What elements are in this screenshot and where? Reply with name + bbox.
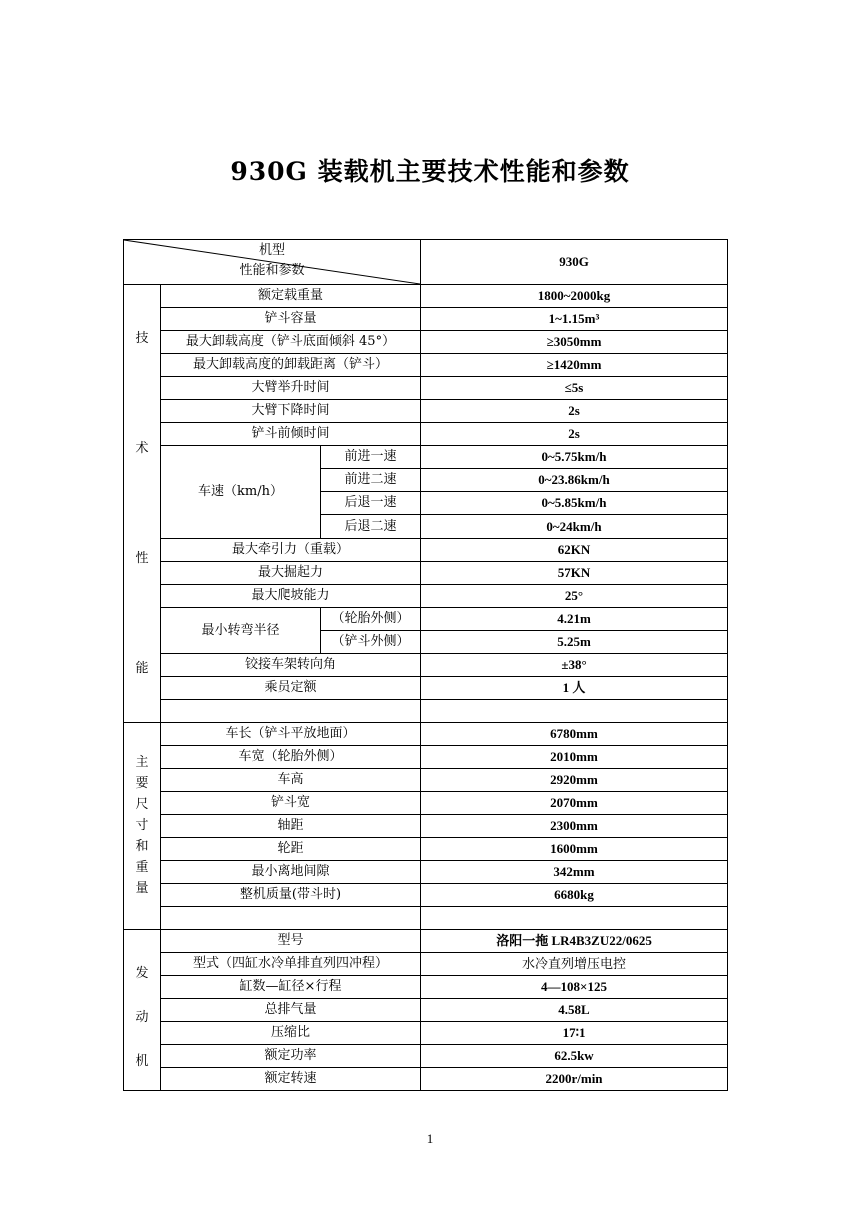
table-row bbox=[124, 1022, 728, 1045]
width-label: 车宽（轮胎外侧） bbox=[161, 746, 421, 769]
engine-type-label: 型式（四缸水冷单排直列四冲程） bbox=[161, 953, 421, 976]
bucket-tilt-time-value: 2s bbox=[421, 423, 728, 446]
table-row bbox=[124, 723, 728, 746]
displacement-value: 4.58L bbox=[421, 999, 728, 1022]
width-value: 2010mm bbox=[421, 746, 728, 769]
header-params-label: 性能和参数 bbox=[239, 263, 305, 278]
max-grade-value: 25° bbox=[421, 585, 728, 608]
rated-load-value: 1800~2000kg bbox=[421, 285, 728, 308]
articulation-value: ±38° bbox=[421, 654, 728, 677]
rated-speed-value: 2200r/min bbox=[421, 1068, 728, 1091]
tread-label: 轮距 bbox=[161, 838, 421, 861]
empty-row bbox=[124, 907, 728, 930]
table-row bbox=[124, 838, 728, 861]
speed-r2-value: 0~24km/h bbox=[421, 515, 728, 539]
bucket-width-label: 铲斗宽 bbox=[161, 792, 421, 815]
max-traction-label: 最大牵引力（重载） bbox=[161, 539, 421, 562]
table-row bbox=[124, 400, 728, 423]
max-dump-height-label: 最大卸载高度（铲斗底面倾斜 45°） bbox=[161, 331, 421, 354]
compression-value: 17∶1 bbox=[421, 1022, 728, 1045]
operating-weight-label: 整机质量(带斗时) bbox=[161, 884, 421, 907]
length-value: 6780mm bbox=[421, 723, 728, 746]
table-row bbox=[124, 377, 728, 400]
spec-table bbox=[123, 239, 728, 1091]
speed-r1-label: 后退一速 bbox=[321, 492, 421, 515]
header-model-label: 机型 bbox=[259, 243, 286, 258]
table-row bbox=[124, 792, 728, 815]
crew-label: 乘员定额 bbox=[161, 677, 421, 700]
turn-radius-tire-value: 4.21m bbox=[421, 608, 728, 631]
ground-clearance-label: 最小离地间隙 bbox=[161, 861, 421, 884]
max-breakout-value: 57KN bbox=[421, 562, 728, 585]
displacement-label: 总排气量 bbox=[161, 999, 421, 1022]
table-row bbox=[124, 585, 728, 608]
bucket-width-value: 2070mm bbox=[421, 792, 728, 815]
bucket-capacity-label: 铲斗容量 bbox=[161, 308, 421, 331]
section-dims-label: 主 要 尺 寸 和 重 量 bbox=[124, 723, 161, 930]
table-row bbox=[124, 746, 728, 769]
length-label: 车长（铲斗平放地面） bbox=[161, 723, 421, 746]
speed-r2-label: 后退二速 bbox=[321, 515, 421, 539]
max-breakout-label: 最大掘起力 bbox=[161, 562, 421, 585]
speed-r1-value: 0~5.85km/h bbox=[421, 492, 728, 515]
table-row bbox=[124, 1045, 728, 1068]
speed-label: 车速（km/h） bbox=[161, 446, 321, 539]
turn-radius-bucket-value: 5.25m bbox=[421, 631, 728, 654]
turn-radius-label: 最小转弯半径 bbox=[161, 608, 321, 654]
wheelbase-label: 轴距 bbox=[161, 815, 421, 838]
rated-power-value: 62.5kw bbox=[421, 1045, 728, 1068]
speed-f2-label: 前进二速 bbox=[321, 469, 421, 492]
rated-speed-label: 额定转速 bbox=[161, 1068, 421, 1091]
table-row bbox=[124, 769, 728, 792]
tread-value: 1600mm bbox=[421, 838, 728, 861]
table-row bbox=[124, 930, 728, 953]
table-row bbox=[124, 1068, 728, 1091]
table-row bbox=[124, 562, 728, 585]
page-title: 930G 装载机主要技术性能和参数 bbox=[230, 157, 630, 186]
table-row bbox=[124, 976, 728, 999]
bucket-tilt-time-label: 铲斗前倾时间 bbox=[161, 423, 421, 446]
empty-row bbox=[124, 700, 728, 723]
table-row bbox=[124, 884, 728, 907]
boom-lower-time-label: 大臂下降时间 bbox=[161, 400, 421, 423]
height-label: 车高 bbox=[161, 769, 421, 792]
bucket-capacity-value: 1~1.15m³ bbox=[421, 308, 728, 331]
compression-label: 压缩比 bbox=[161, 1022, 421, 1045]
header-model-value: 930G bbox=[421, 240, 728, 285]
engine-model-label: 型号 bbox=[161, 930, 421, 953]
max-traction-value: 62KN bbox=[421, 539, 728, 562]
speed-f1-label: 前进一速 bbox=[321, 446, 421, 469]
rated-power-label: 额定功率 bbox=[161, 1045, 421, 1068]
max-dump-reach-value: ≥1420mm bbox=[421, 354, 728, 377]
table-row bbox=[124, 331, 728, 354]
engine-model-value: 洛阳一拖 LR4B3ZU22/0625 bbox=[421, 930, 728, 953]
crew-value: 1 人 bbox=[421, 677, 728, 700]
table-row bbox=[124, 861, 728, 884]
speed-f2-value: 0~23.86km/h bbox=[421, 469, 728, 492]
turn-radius-tire-label: （轮胎外侧） bbox=[321, 608, 421, 631]
max-grade-label: 最大爬坡能力 bbox=[161, 585, 421, 608]
table-row bbox=[124, 446, 728, 469]
height-value: 2920mm bbox=[421, 769, 728, 792]
articulation-label: 铰接车架转向角 bbox=[161, 654, 421, 677]
boom-raise-time-value: ≤5s bbox=[421, 377, 728, 400]
section-tech-label: 技 术 性 能 bbox=[124, 285, 161, 723]
table-row bbox=[124, 285, 728, 308]
table-row bbox=[124, 423, 728, 446]
table-header-row bbox=[124, 240, 728, 285]
table-row bbox=[124, 815, 728, 838]
section-engine-label: 发 动 机 bbox=[124, 930, 161, 1091]
max-dump-height-value: ≥3050mm bbox=[421, 331, 728, 354]
table-row bbox=[124, 677, 728, 700]
wheelbase-value: 2300mm bbox=[421, 815, 728, 838]
table-row bbox=[124, 999, 728, 1022]
page-number: 1 bbox=[426, 1131, 434, 1146]
max-dump-reach-label: 最大卸载高度的卸载距离（铲斗） bbox=[161, 354, 421, 377]
bore-stroke-value: 4—108×125 bbox=[421, 976, 728, 999]
bore-stroke-label: 缸数—缸径×行程 bbox=[161, 976, 421, 999]
diagonal-header-cell bbox=[124, 240, 421, 285]
operating-weight-value: 6680kg bbox=[421, 884, 728, 907]
boom-raise-time-label: 大臂举升时间 bbox=[161, 377, 421, 400]
rated-load-label: 额定载重量 bbox=[161, 285, 421, 308]
ground-clearance-value: 342mm bbox=[421, 861, 728, 884]
engine-type-value: 水冷直列增压电控 bbox=[421, 953, 728, 976]
speed-f1-value: 0~5.75km/h bbox=[421, 446, 728, 469]
table-row bbox=[124, 608, 728, 631]
table-row bbox=[124, 539, 728, 562]
table-row bbox=[124, 654, 728, 677]
boom-lower-time-value: 2s bbox=[421, 400, 728, 423]
table-row bbox=[124, 308, 728, 331]
turn-radius-bucket-label: （铲斗外侧） bbox=[321, 631, 421, 654]
table-row bbox=[124, 354, 728, 377]
table-row bbox=[124, 953, 728, 976]
